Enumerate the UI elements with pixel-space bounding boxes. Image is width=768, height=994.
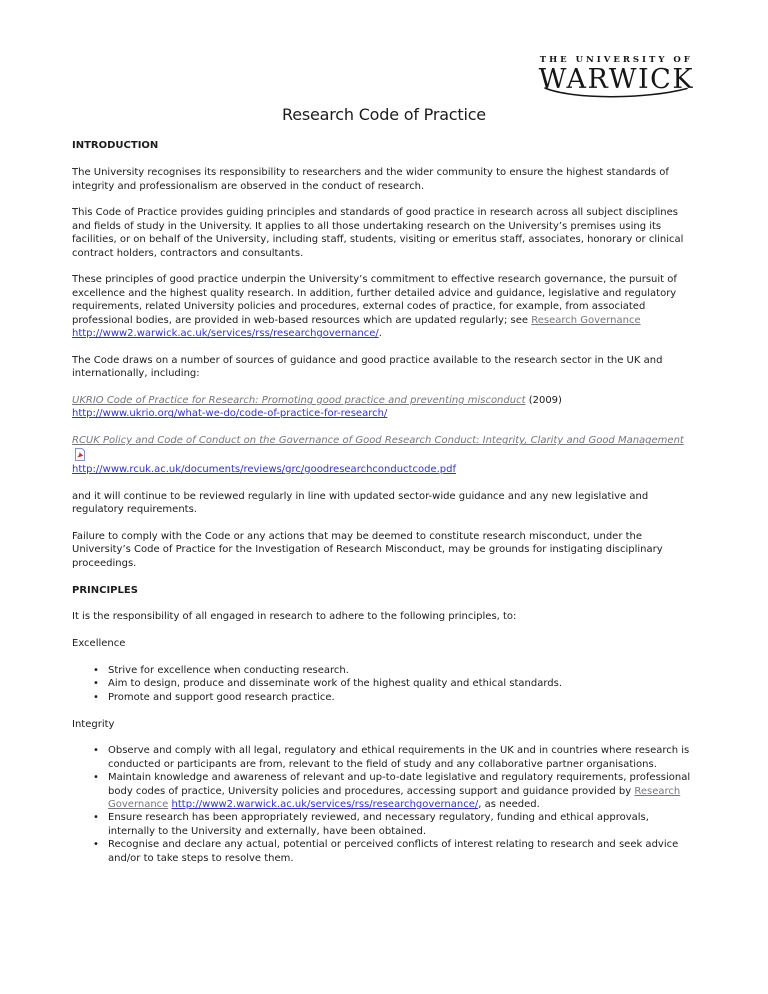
- text-run: (2009): [525, 395, 562, 407]
- text-run: Integrity: [72, 718, 115, 730]
- paragraph: [72, 610, 696, 623]
- paragraph: [72, 354, 696, 381]
- text-run: Strive for excellence when conducting research.: [108, 665, 349, 677]
- paragraph: [72, 490, 696, 517]
- document-blocks: [72, 139, 696, 865]
- link[interactable]: UKRIO Code of Practice for Research: Promoting good practice and preventing misconduct: [72, 395, 526, 407]
- text-run: and it will continue to be reviewed regularly in line with updated sector-wide guidance and any new legislative and regulatory requirements.: [72, 490, 649, 516]
- list-item: [72, 838, 696, 865]
- text-run: The University recognises its responsibility to researchers and the wider community to ensure the highest standards of integrity and professionalism are observed in the conduct of research.: [72, 167, 669, 192]
- paragraph: [72, 273, 696, 340]
- text-run: .: [378, 328, 382, 340]
- text-run: Observe and comply with all legal, regulatory and ethical requirements in the UK and in countries where research is conducted or participants are from, relevant to the field of study and any collaborative partner organisations.: [108, 745, 690, 770]
- link[interactable]: http://www.rcuk.ac.uk/documents/reviews/grc/goodresearchconductcode.pdf: [72, 464, 456, 476]
- link[interactable]: RCUK Policy and Code of Conduct on the Governance of Good Research Conduct: Integrity, Clarity and Good Management: [72, 435, 684, 447]
- logo-wordmark: WARWICK: [538, 64, 694, 95]
- link[interactable]: http://www2.warwick.ac.uk/services/rss/researchgovernance/: [171, 799, 479, 811]
- link[interactable]: http://www.ukrio.org/what-we-do/code-of-practice-for-research/: [72, 408, 388, 420]
- paragraph: [72, 434, 696, 476]
- list-item: [72, 691, 696, 704]
- text-run: It is the responsibility of all engaged in research to adhere to the following principles, to:: [72, 611, 517, 623]
- text-run: These principles of good practice underpin the University’s commitment to effective research governance, the pursuit of excellence and the highest quality research. In addition, further detailed advice and guidance, legislative and regulatory requirements, related University policies and procedures, external codes of practice, for example, from associated professional bodies, are provided in web-based resources which are updated regularly; see: [72, 274, 677, 326]
- list-item: [72, 744, 696, 771]
- paragraph: [72, 530, 696, 570]
- section-heading: PRINCIPLES: [72, 584, 138, 596]
- text-run: Excellence: [72, 638, 126, 650]
- text-run: , as needed.: [478, 799, 540, 811]
- text-run: Promote and support good research practice.: [108, 691, 335, 703]
- paragraph: [72, 206, 696, 260]
- text-run: This Code of Practice provides guiding principles and standards of good practice in research across all subject disciplines and fields of study in the University. It applies to all those undertaking research on the University’s premises using its facilities, or on behalf of the University, including staff, students, visiting or emeritus staff, associates, honorary or clinical contract holders, contractors and consultants.: [72, 207, 684, 259]
- paragraph: [72, 166, 696, 193]
- paragraph: [72, 637, 696, 650]
- list-item: [72, 664, 696, 677]
- paragraph: [72, 394, 696, 421]
- warwick-logo: [539, 55, 694, 100]
- text-run: Maintain knowledge and awareness of relevant and up-to-date legislative and regulatory requirements, professional body codes of practice, University policies and procedures, accessing support and guidance provided by: [108, 772, 691, 797]
- logo-top-line: THE UNIVERSITY OF: [539, 55, 693, 65]
- link[interactable]: Research Governance: [531, 314, 641, 326]
- text-run: The Code draws on a number of sources of guidance and good practice available to the research sector in the UK and internationally, including:: [72, 354, 663, 380]
- paragraph: [72, 718, 696, 731]
- bullet-list: [72, 744, 696, 865]
- section-heading: INTRODUCTION: [72, 140, 159, 152]
- list-item: [72, 677, 696, 690]
- list-item: [72, 811, 696, 838]
- page-title: Research Code of Practice: [282, 105, 486, 124]
- link[interactable]: Research Governance: [108, 785, 681, 811]
- list-item: [72, 771, 696, 811]
- text-run: Ensure research has been appropriately reviewed, and necessary regulatory, funding and ethical approvals, internally to the University and externally, have been obtained.: [108, 812, 649, 837]
- text-run: Recognise and declare any actual, potential or perceived conflicts of interest relating to research and seek advice and/or to take steps to resolve them.: [108, 839, 679, 864]
- text-run: Failure to comply with the Code or any actions that may be deemed to constitute research misconduct, under the University’s Code of Practice for the Investigation of Research Misconduct, may be grounds for instigating disciplinary proceedings.: [72, 531, 663, 569]
- bullet-list: [72, 664, 696, 704]
- link[interactable]: http://www2.warwick.ac.uk/services/rss/researchgovernance/: [72, 328, 379, 340]
- text-run: Aim to design, produce and disseminate work of the highest quality and ethical standards.: [108, 678, 563, 690]
- pdf-icon[interactable]: [74, 448, 86, 461]
